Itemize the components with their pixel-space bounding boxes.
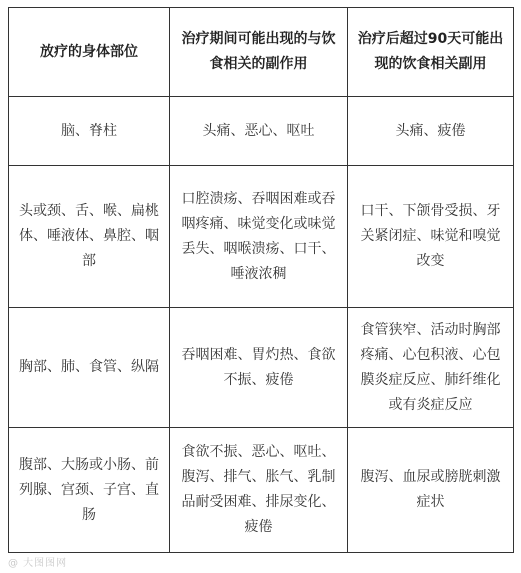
- cell-after-90-days: 腹泻、血尿或膀胱刺激症状: [348, 428, 514, 553]
- table-row: [9, 428, 514, 553]
- cell-body-site: 腹部、大肠或小肠、前列腺、宫颈、子宫、直肠: [9, 428, 170, 553]
- table-header-row: [9, 8, 514, 97]
- header-after-90-days: 治疗后超过90天可能出现的饮食相关副用: [348, 8, 514, 97]
- radiation-side-effects-table: [8, 7, 514, 553]
- cell-during-treatment: 头痛、恶心、呕吐: [170, 97, 348, 166]
- cell-during-treatment: 口腔溃疡、吞咽困难或吞咽疼痛、味觉变化或味觉丢失、咽喉溃疡、口干、唾液浓稠: [170, 166, 348, 308]
- table-row: [9, 166, 514, 308]
- header-body-site: 放疗的身体部位: [9, 8, 170, 97]
- cell-body-site: 脑、脊柱: [9, 97, 170, 166]
- cell-body-site: 胸部、肺、食管、纵隔: [9, 308, 170, 428]
- cell-body-site: 头或颈、舌、喉、扁桃体、唾液体、鼻腔、咽部: [9, 166, 170, 308]
- cell-after-90-days: 食管狭窄、活动时胸部疼痛、心包积液、心包膜炎症反应、肺纤维化或有炎症反应: [348, 308, 514, 428]
- cell-after-90-days: 头痛、疲倦: [348, 97, 514, 166]
- table-row: [9, 308, 514, 428]
- table-row: [9, 97, 514, 166]
- cell-during-treatment: 食欲不振、恶心、呕吐、腹泻、排气、胀气、乳制品耐受困难、排尿变化、疲倦: [170, 428, 348, 553]
- cell-during-treatment: 吞咽困难、胃灼热、食欲不振、疲倦: [170, 308, 348, 428]
- header-during-treatment: 治疗期间可能出现的与饮食相关的副作用: [170, 8, 348, 97]
- watermark: @ 大图图网: [8, 558, 68, 569]
- cell-after-90-days: 口干、下颌骨受损、牙关紧闭症、味觉和嗅觉改变: [348, 166, 514, 308]
